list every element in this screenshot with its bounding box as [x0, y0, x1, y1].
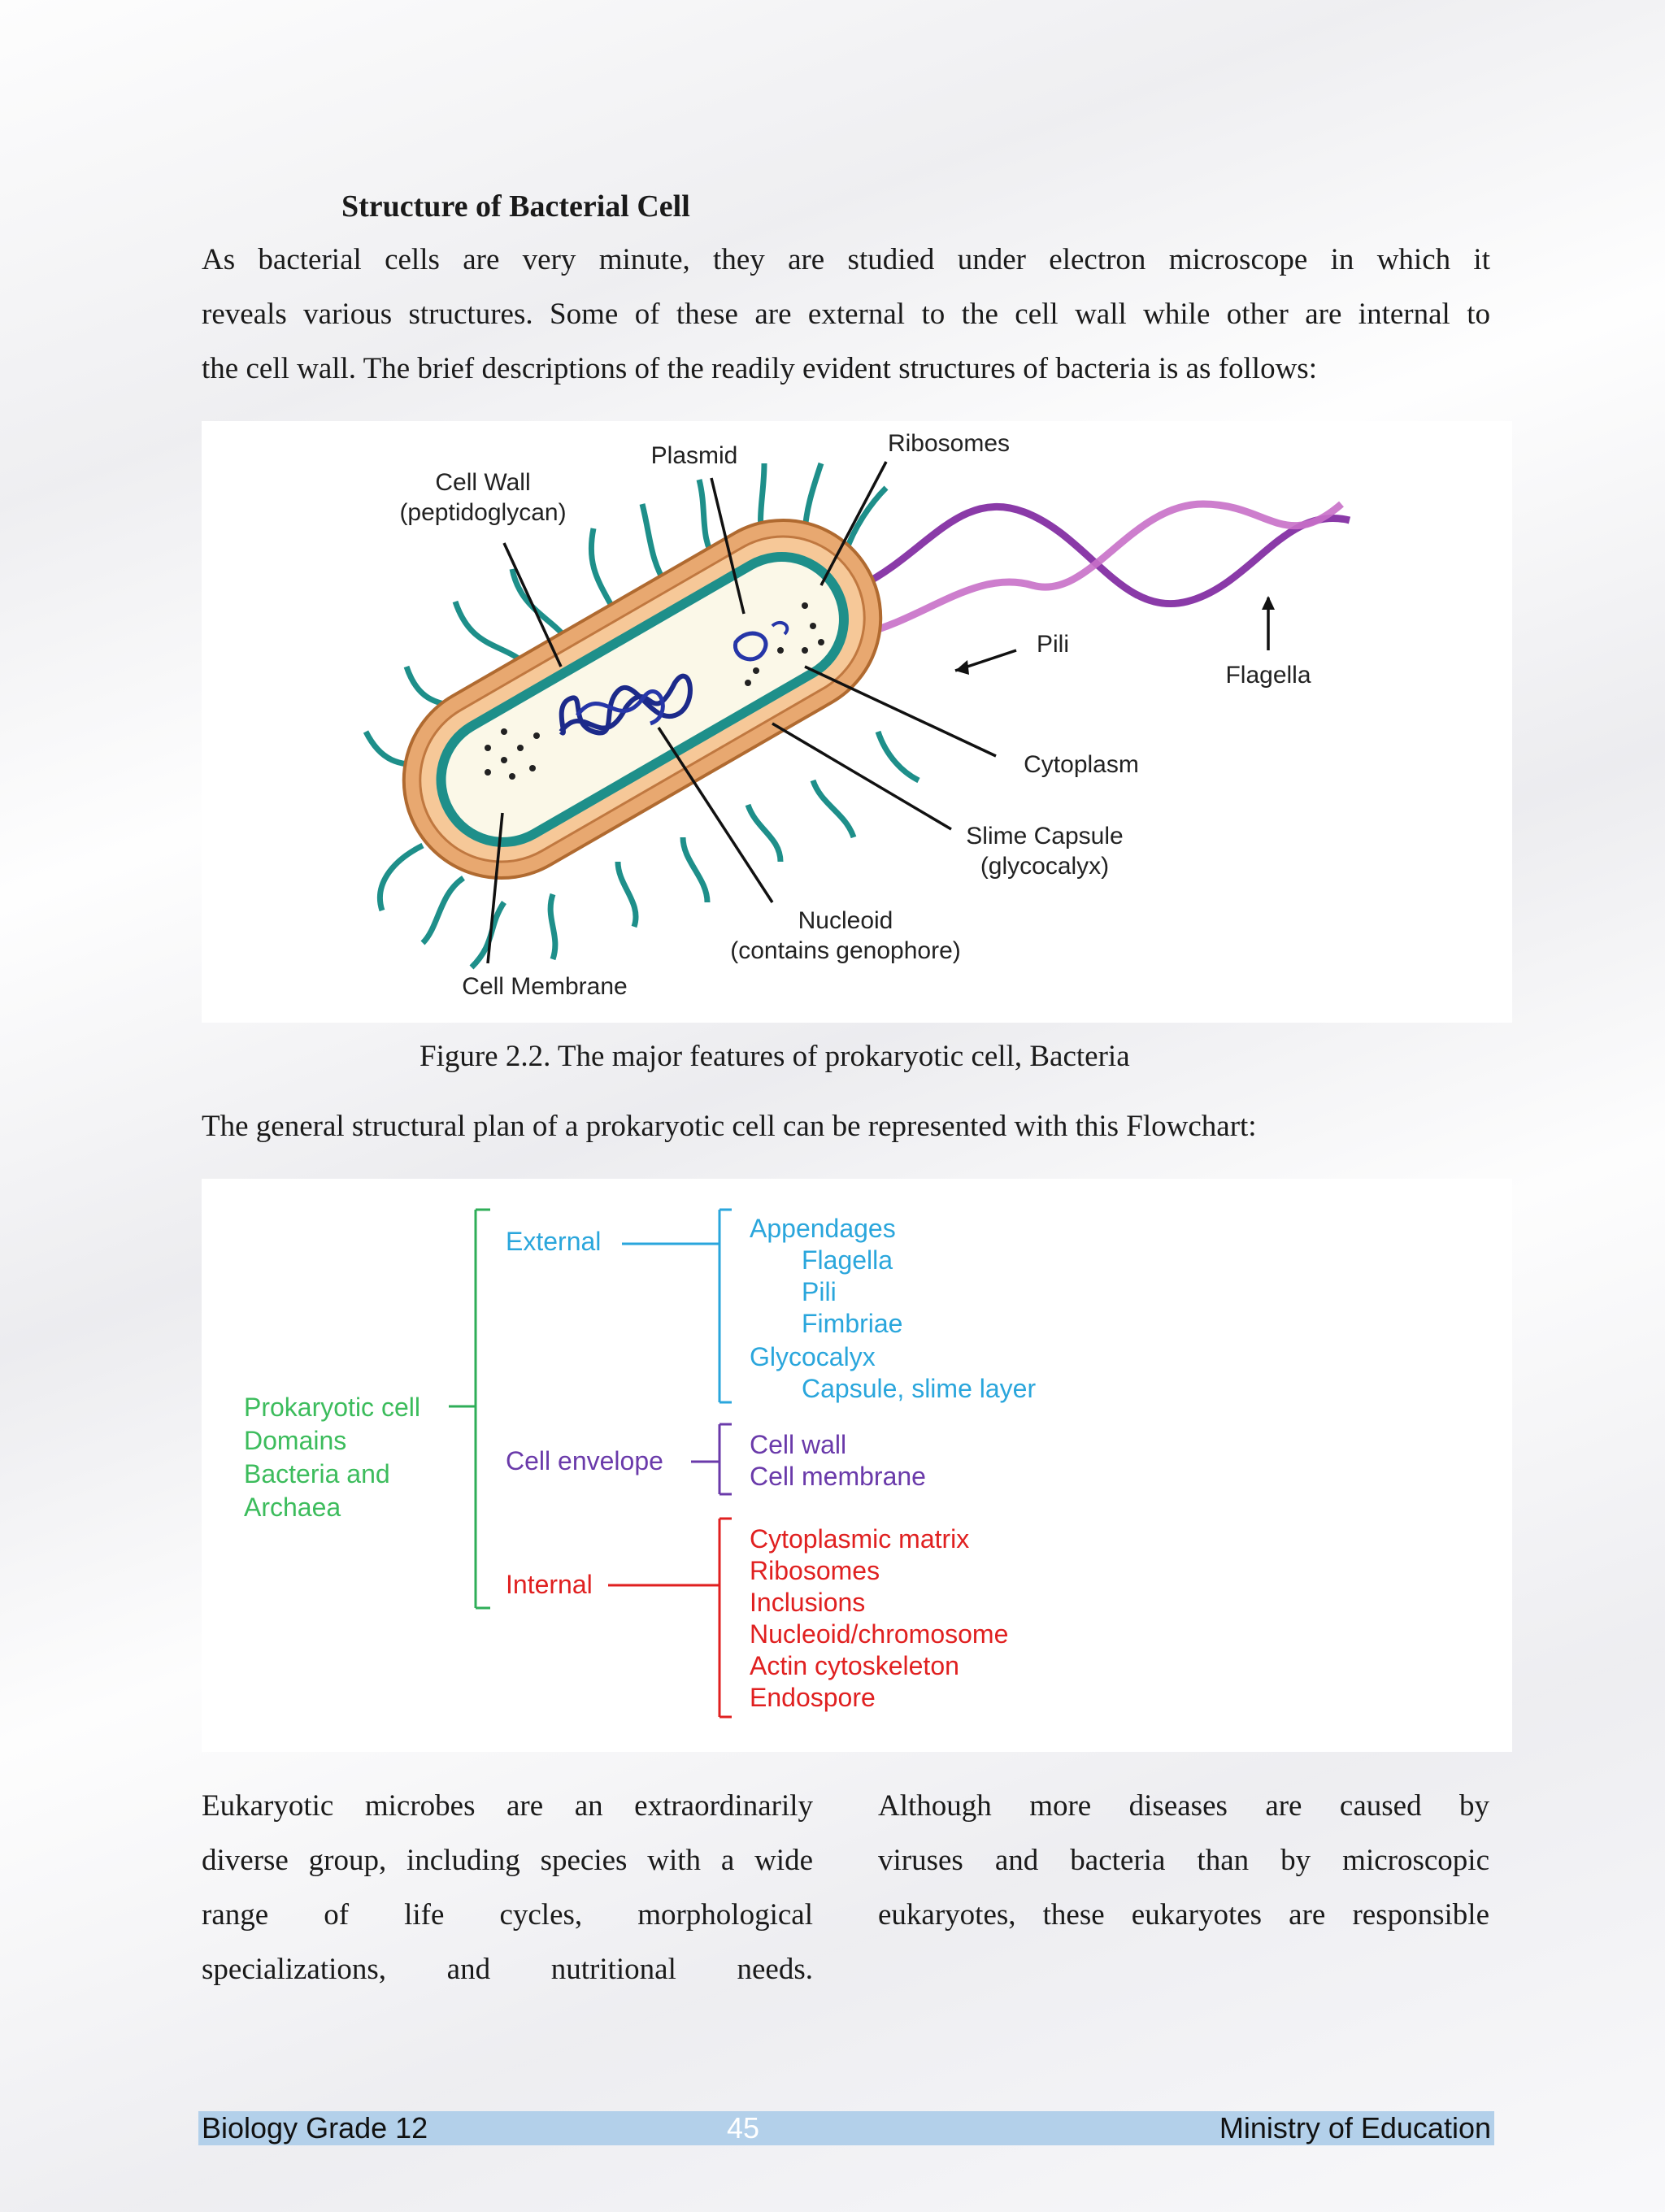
label-cell-membrane: Cell Membrane [462, 973, 628, 1000]
page-number: 45 [727, 2111, 760, 2145]
intro-line-2: reveals various structures. Some of these are external to the cell wall while other are internal to [202, 298, 1490, 331]
intro-line-1: As bacterial cells are very minute, they are studied under electron microscope in which it [202, 243, 1490, 276]
left-line-2: diverse group, including species with a wide [202, 1844, 813, 1877]
external-item: Glycocalyx [750, 1342, 876, 1371]
root-label-3: Bacteria and [244, 1459, 390, 1488]
right-line-1: Although more diseases are caused by [878, 1789, 1489, 1823]
right-line-2: viruses and bacteria than by microscopic [878, 1844, 1489, 1877]
section-title: Structure of Bacterial Cell [341, 189, 690, 224]
internal-item: Nucleoid/chromosome [750, 1619, 1009, 1649]
label-nucleoid: Nucleoid [798, 907, 893, 934]
flowchart-intro: The general structural plan of a prokaryotic cell can be represented with this Flowchart: [202, 1110, 1257, 1143]
external-bracket [622, 1210, 732, 1402]
left-line-1: Eukaryotic microbes are an extraordinarily [202, 1789, 813, 1823]
figure-caption: Figure 2.2. The major features of prokaryotic cell, Bacteria [420, 1040, 1130, 1073]
branch-external: External [506, 1227, 602, 1256]
root-labels [244, 1393, 420, 1522]
page-footer [198, 2111, 1494, 2145]
branch-internal: Internal [506, 1570, 593, 1599]
intro-line-3: the cell wall. The brief descriptions of the readily evident structures of bacteria is as follows: [202, 352, 1317, 385]
envelope-bracket [691, 1424, 732, 1494]
external-item: Flagella [802, 1245, 893, 1275]
label-glycocalyx: (glycocalyx) [980, 853, 1110, 880]
label-plasmid: Plasmid [650, 442, 738, 469]
label-genophore: (contains genophore) [730, 937, 961, 964]
column-left [202, 1779, 813, 1997]
internal-item: Cytoplasmic matrix [750, 1524, 970, 1554]
column-right [878, 1779, 1489, 1942]
footer-book-title: Biology Grade 12 [202, 2111, 428, 2145]
internal-item: Actin cytoskeleton [750, 1651, 959, 1680]
label-pili: Pili [1036, 631, 1070, 658]
internal-item: Ribosomes [750, 1556, 880, 1585]
external-item: Appendages [750, 1214, 896, 1243]
label-cell-wall: Cell Wall [435, 469, 531, 496]
label-peptidoglycan: (peptidoglycan) [399, 499, 567, 526]
left-line-3: range of life cycles, morphological [202, 1898, 813, 1932]
left-line-4: specializations, and nutritional needs. [202, 1953, 813, 1986]
envelope-item: Cell wall [750, 1430, 847, 1459]
root-bracket [449, 1210, 490, 1608]
external-items [750, 1214, 1036, 1403]
external-item: Capsule, slime layer [802, 1374, 1037, 1403]
label-slime-capsule: Slime Capsule [966, 823, 1124, 850]
root-label-4: Archaea [244, 1493, 341, 1522]
root-label-2: Domains [244, 1426, 347, 1455]
envelope-items [750, 1430, 926, 1491]
internal-item: Endospore [750, 1683, 876, 1712]
label-cytoplasm: Cytoplasm [1024, 751, 1139, 778]
label-ribosomes: Ribosomes [887, 430, 1011, 457]
envelope-item: Cell membrane [750, 1462, 926, 1491]
footer-publisher: Ministry of Education [1219, 2111, 1491, 2145]
root-label-1: Prokaryotic cell [244, 1393, 420, 1422]
external-item: Pili [802, 1277, 837, 1306]
external-item: Fimbriae [802, 1309, 903, 1338]
internal-item: Inclusions [750, 1588, 866, 1617]
internal-bracket [608, 1519, 732, 1717]
internal-items [750, 1524, 1008, 1712]
right-line-3: eukaryotes, these eukaryotes are responsible [878, 1898, 1489, 1932]
label-flagella: Flagella [1225, 662, 1311, 689]
branch-cell-envelope: Cell envelope [506, 1446, 663, 1475]
